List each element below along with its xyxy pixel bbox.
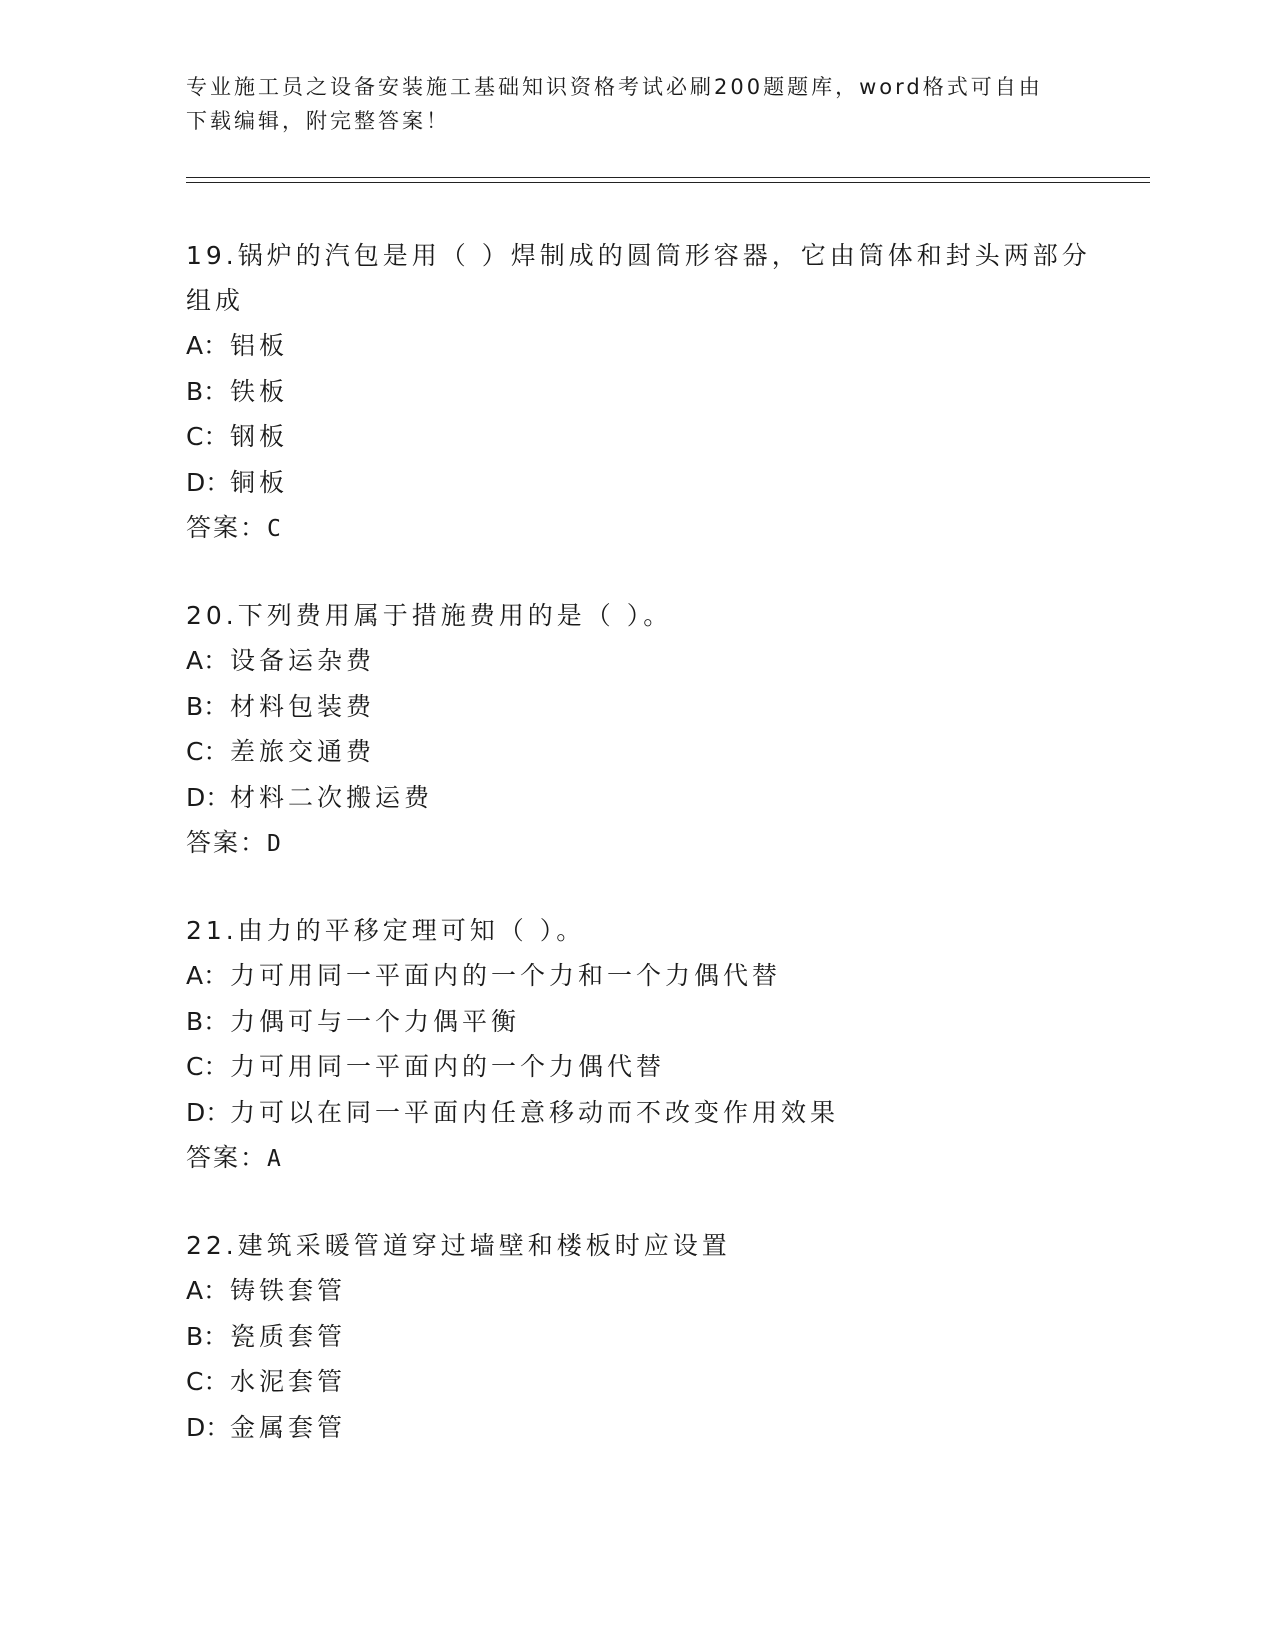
option-text: 铜板 (230, 467, 289, 497)
option-letter: B： (186, 376, 229, 406)
option-text: 水泥套管 (230, 1367, 347, 1396)
option-text: 瓷质套管 (230, 1321, 347, 1351)
option-letter: A： (186, 331, 229, 360)
answer-label: 答案： (186, 513, 268, 542)
document-header: 专业施工员之设备安装施工基础知识资格考试必刷200题题库，word格式可自由下载编辑，附完整答案！ (186, 75, 1043, 133)
option-letter: B： (186, 1321, 229, 1351)
option-letter: A： (186, 646, 229, 675)
question-item (186, 908, 1116, 1180)
option-text: 金属套管 (230, 1412, 347, 1442)
answer-label: 答案： (186, 828, 268, 857)
option-text: 力可用同一平面内的一个力和一个力偶代替 (230, 961, 782, 990)
question-item (186, 233, 1116, 550)
option-b (186, 684, 1116, 730)
header-divider-bottom (186, 182, 1150, 183)
option-a (186, 323, 1116, 369)
option-d (186, 775, 1116, 821)
answer-line (186, 1135, 1116, 1180)
answer-label: 答案： (186, 1143, 268, 1172)
question-stem: 20.下列费用属于措施费用的是（ ）。 (186, 601, 673, 630)
option-text: 材料包装费 (230, 691, 376, 721)
question-item (186, 1223, 1116, 1450)
option-d (186, 1090, 1116, 1136)
option-text: 差旅交通费 (230, 737, 376, 766)
question-stem: 21.由力的平移定理可知（ ）。 (186, 916, 586, 945)
question-list (186, 233, 1116, 1493)
answer-line (186, 505, 1116, 550)
option-letter: B： (186, 691, 229, 721)
question-stem: 19.锅炉的汽包是用（ ）焊制成的圆筒形容器，它由筒体和封头两部分组成 (186, 241, 1091, 315)
option-c (186, 1044, 1116, 1090)
option-c (186, 1359, 1116, 1405)
option-text: 设备运杂费 (230, 646, 376, 675)
question-item (186, 593, 1116, 865)
option-letter: D： (186, 1097, 231, 1127)
answer-value: A (267, 1146, 281, 1172)
answer-value: D (267, 831, 281, 857)
option-letter: A： (186, 1276, 229, 1305)
option-letter: C： (186, 422, 229, 451)
option-letter: D： (186, 467, 231, 497)
option-text: 力偶可与一个力偶平衡 (230, 1006, 521, 1036)
option-letter: D： (186, 782, 231, 812)
option-text: 钢板 (230, 422, 289, 451)
option-d (186, 460, 1116, 506)
option-text: 材料二次搬运费 (230, 782, 434, 812)
option-text: 力可以在同一平面内任意移动而不改变作用效果 (230, 1097, 840, 1127)
option-letter: C： (186, 1052, 229, 1081)
option-letter: C： (186, 1367, 229, 1396)
option-text: 铝板 (230, 331, 289, 360)
option-c (186, 729, 1116, 775)
header-divider-top (186, 177, 1150, 178)
answer-line (186, 820, 1116, 865)
option-letter: C： (186, 737, 229, 766)
option-letter: D： (186, 1412, 231, 1442)
option-c (186, 414, 1116, 460)
option-text: 铸铁套管 (230, 1276, 347, 1305)
question-stem: 22.建筑采暖管道穿过墙壁和楼板时应设置 (186, 1231, 731, 1260)
option-text: 铁板 (230, 376, 289, 406)
option-b (186, 369, 1116, 415)
option-letter: A： (186, 961, 229, 990)
option-a (186, 1268, 1116, 1314)
option-letter: B： (186, 1006, 229, 1036)
option-a (186, 638, 1116, 684)
option-b (186, 999, 1116, 1045)
answer-value: C (267, 516, 281, 542)
option-b (186, 1314, 1116, 1360)
option-text: 力可用同一平面内的一个力偶代替 (230, 1052, 666, 1081)
option-a (186, 953, 1116, 999)
option-d (186, 1405, 1116, 1451)
